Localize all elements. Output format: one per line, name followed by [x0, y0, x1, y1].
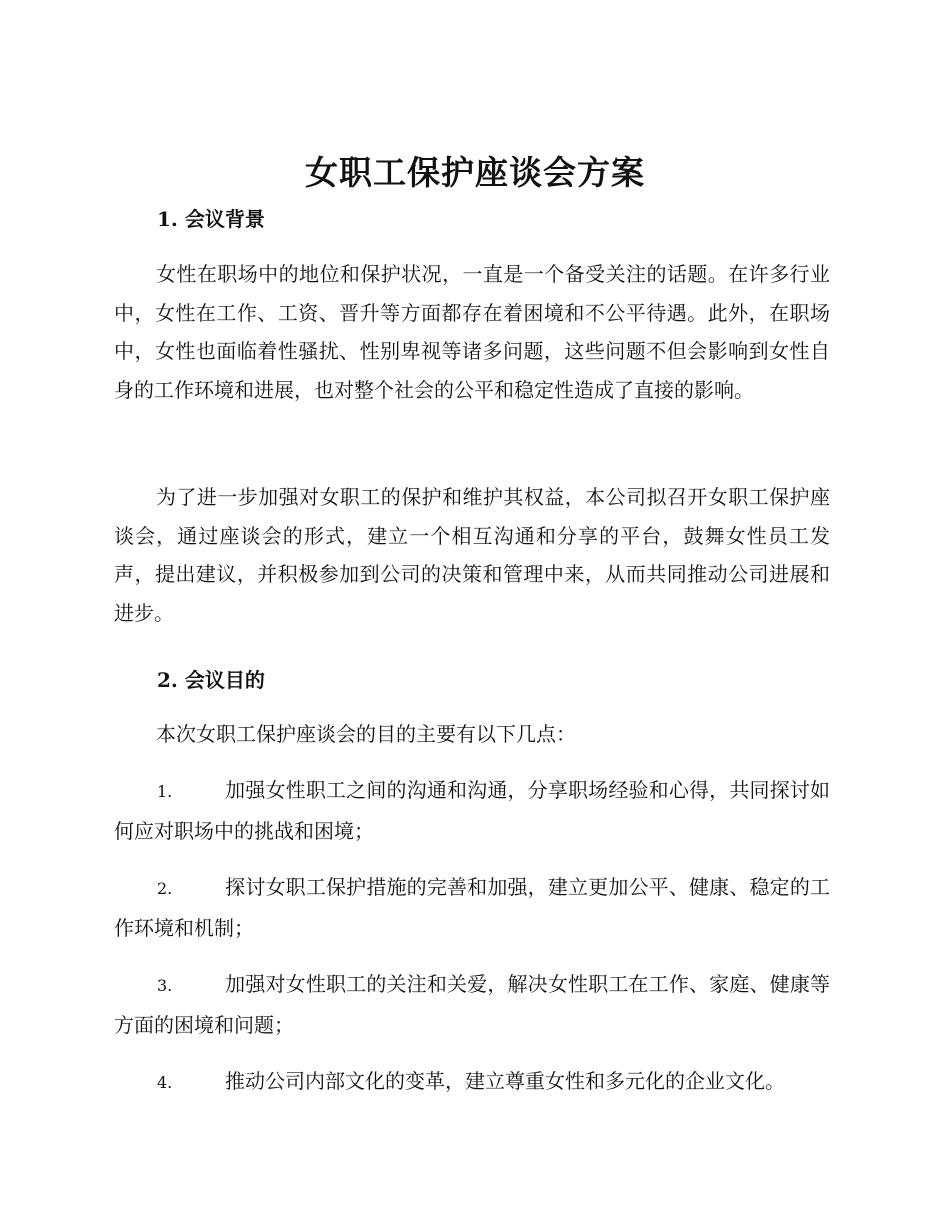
section-heading-background: 1. 会议背景	[157, 207, 265, 231]
document-title: 女职工保护座谈会方案	[305, 153, 645, 192]
background-paragraph-2: 为了进一步加强对女职工的保护和维护其权益，本公司拟召开女职工保护座谈会，通过座谈会的形式，建立一个相互沟通和分享的平台，鼓舞女性员工发声，提出建议，并积极参加到公司的决策和管理中来，从而共同推动公司进展和进步。	[114, 485, 830, 625]
purpose-item-number: 3.	[157, 976, 173, 995]
purpose-item-text: 推动公司内部文化的变革，建立尊重女性和多元化的企业文化。	[225, 1069, 785, 1093]
purpose-item-3	[114, 965, 830, 1044]
purpose-item-number: 2.	[157, 879, 173, 898]
purpose-item-2	[114, 868, 830, 947]
purpose-item-number: 1.	[157, 782, 173, 801]
section-heading-purpose: 2. 会议目的	[157, 668, 265, 692]
purpose-item-text: 加强女性职工之间的沟通和沟通，分享职场经验和心得，共同探讨如何应对职场中的挑战和困境；	[114, 778, 830, 843]
purpose-item-text: 探讨女职工保护措施的完善和加强，建立更加公平、健康、稳定的工作环境和机制；	[114, 875, 830, 940]
background-paragraph-1: 女性在职场中的地位和保护状况，一直是一个备受关注的话题。在许多行业中，女性在工作、工资、晋升等方面都存在着困境和不公平待遇。此外，在职场中，女性也面临着性骚扰、性别卑视等诸多问题，这些问题不但会影响到女性自身的工作环境和进展，也对整个社会的公平和稳定性造成了直接的影响。	[114, 262, 830, 402]
purpose-intro: 本次女职工保护座谈会的目的主要有以下几点：	[156, 722, 576, 746]
purpose-item-text: 加强对女性职工的关注和关爱，解决女性职工在工作、家庭、健康等方面的困境和问题；	[114, 972, 830, 1037]
purpose-item-number: 4.	[157, 1073, 173, 1092]
purpose-item-1	[114, 771, 830, 850]
purpose-item-4	[114, 1062, 830, 1103]
